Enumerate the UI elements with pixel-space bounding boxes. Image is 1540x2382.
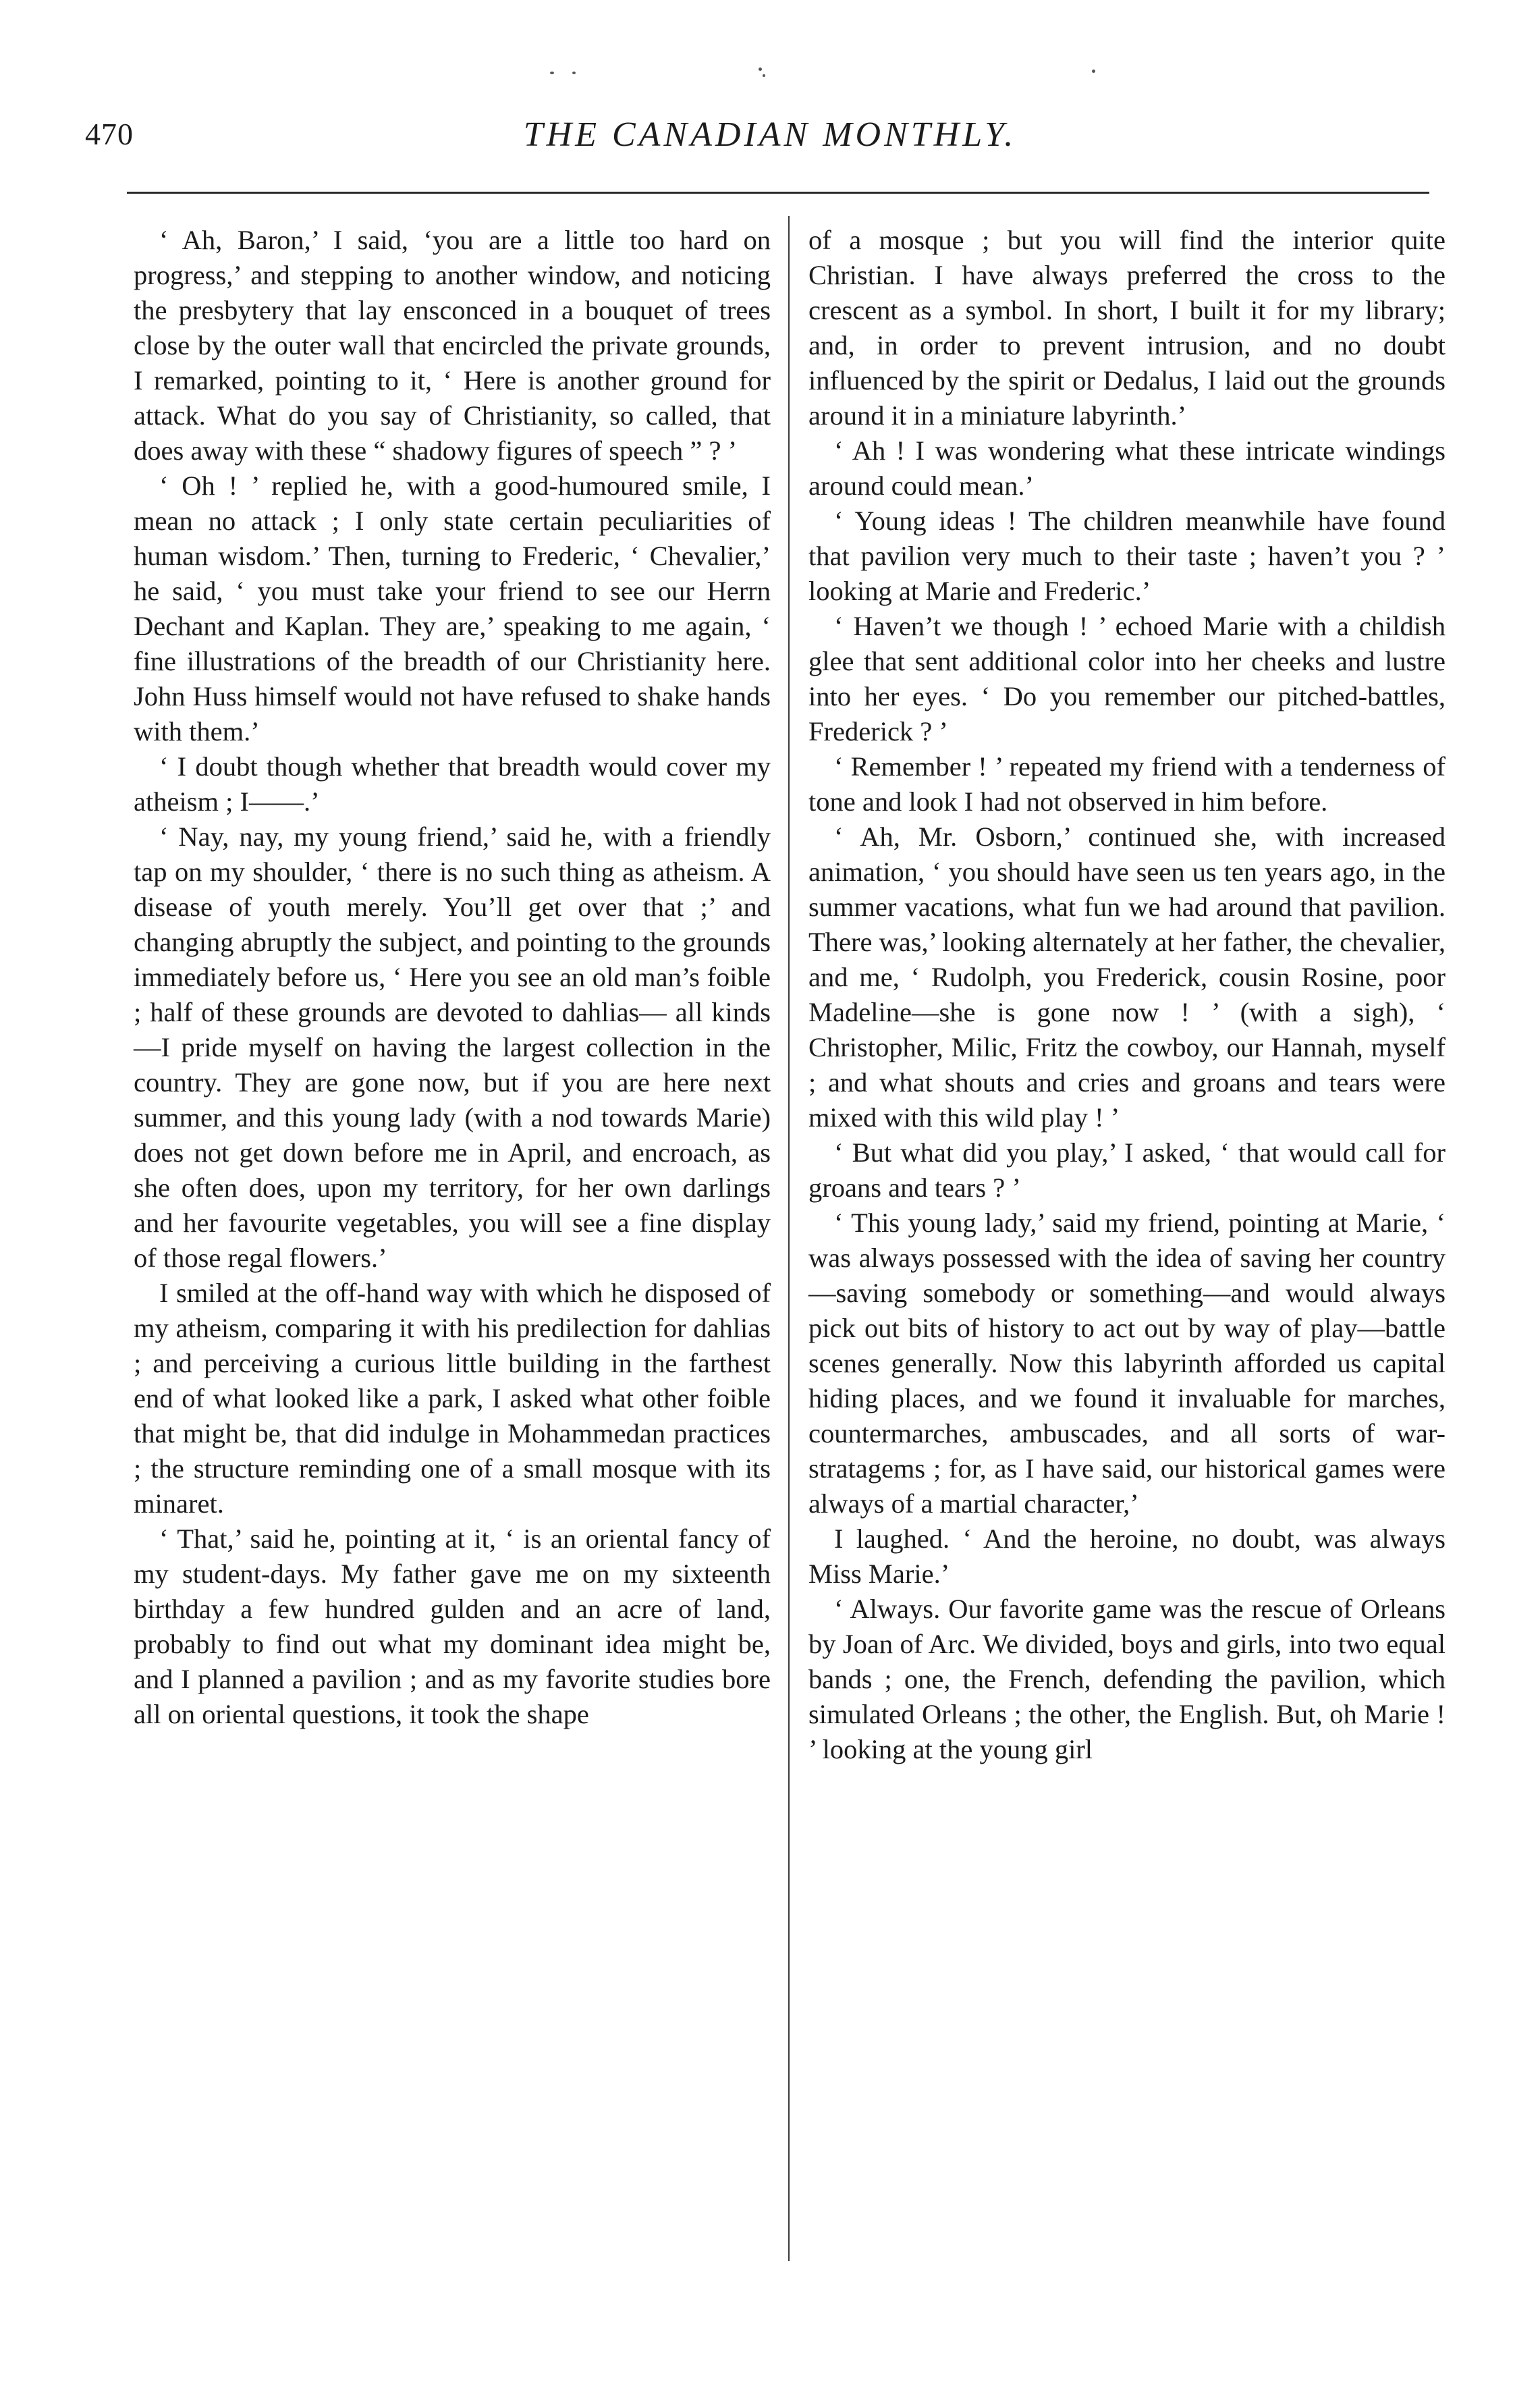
ink-speck (759, 67, 762, 71)
paragraph: ‘ I doubt though whether that breadth would cover my atheism ; I——.’ (134, 751, 771, 817)
header-rule (127, 192, 1429, 194)
paragraph: I laughed. ‘ And the heroine, no doubt, was always Miss Marie.’ (808, 1523, 1446, 1589)
right-column (808, 223, 1446, 1767)
paragraph: ‘ Always. Our favorite game was the rescue of Orleans by Joan of Arc. We divided, boys and girls, into two equal bands ; one, the French, defending the pavilion, which simulated Orleans ; the other, the English. But, oh Marie ! ’ looking at the young girl (808, 1594, 1446, 1764)
paragraph: ‘ But what did you play,’ I asked, ‘ that would call for groans and tears ? ’ (808, 1137, 1446, 1203)
paragraph: ‘ Ah, Mr. Osborn,’ continued she, with increased animation, ‘ you should have seen us ten years ago, in the summer vacations, what fun we had around that pavilion. There was,’ looking alternately at her father, the chevalier, and me, ‘ Rudolph, you Frederick, cousin Rosine, poor Madeline—she is gone now ! ’ (with a sigh), ‘ Christopher, Milic, Fritz the cowboy, our Hannah, myself ; and what shouts and cries and groans and tears were mixed with this wild play ! ’ (808, 821, 1446, 1133)
paragraph: ‘ Young ideas ! The children meanwhile have found that pavilion very much to their taste ; haven’t you ? ’ looking at Marie and Frederic.’ (808, 506, 1446, 606)
ink-speck (763, 74, 765, 77)
paragraph: ‘ Ah ! I was wondering what these intricate windings around could mean.’ (808, 435, 1446, 501)
paragraph: ‘ This young lady,’ said my friend, pointing at Marie, ‘ was always possessed with the idea of saving her country—saving somebody or something—and would always pick out bits of history to act out by way of play—battle scenes generally. Now this labyrinth afforded us capital hiding places, and we found it invaluable for marches, countermarches, ambuscades, and all sorts of war-stratagems ; for, as I have said, our historical games were always of a martial character,’ (808, 1208, 1446, 1519)
column-divider (788, 216, 790, 2261)
page-number: 470 (85, 117, 134, 151)
paragraph: ‘ Nay, nay, my young friend,’ said he, with a friendly tap on my shoulder, ‘ there is no such thing as atheism. A disease of youth merely. You’ll get over that ;’ and changing abruptly the subject, and pointing to the grounds immediately before us, ‘ Here you see an old man’s foible ; half of these grounds are devoted to dahlias— all kinds—I pride myself on having the largest collection in the country. They are gone now, but if you are here next summer, and this young lady (with a nod towards Marie) does not get down before me in April, and encroach, as she often does, upon my territory, for her own darlings and her favourite vegetables, you will see a fine display of those regal flowers.’ (134, 821, 771, 1273)
paragraph: ‘ That,’ said he, pointing at it, ‘ is an oriental fancy of my student-days. My father gave me on my sixteenth birthday a few hundred gulden and an acre of land, probably to find out what my dominant idea might be, and I planned a pavilion ; and as my favorite studies bore all on oriental questions, it took the shape (134, 1523, 771, 1729)
paragraph: I smiled at the off-hand way with which he disposed of my atheism, comparing it with his predilection for dahlias ; and perceiving a curious little building in the farthest end of what looked like a park, I asked what other foible that might be, that did indulge in Mohammedan practices ; the structure reminding one of a small mosque with its minaret. (134, 1278, 771, 1519)
paragraph: ‘ Oh ! ’ replied he, with a good-humoured smile, I mean no attack ; I only state certain peculiarities of human wisdom.’ Then, turning to Frederic, ‘ Chevalier,’ he said, ‘ you must take your friend to see our Herrn Dechant and Kaplan. They are,’ speaking to me again, ‘ fine illustrations of the breadth of our Christianity here. John Huss himself would not have refused to shake hands with them.’ (134, 470, 771, 747)
running-title: THE CANADIAN MONTHLY. (523, 115, 1017, 154)
paragraph: ‘ Remember ! ’ repeated my friend with a tenderness of tone and look I had not observed in him before. (808, 751, 1446, 817)
paragraph-continued: of a mosque ; but you will find the interior quite Christian. I have always preferred the cross to the crescent as a symbol. In short, I built it for my library; and, in order to prevent intrusion, and no doubt influenced by the spirit or Dedalus, I laid out the grounds around it in a miniature labyrinth.’ (808, 225, 1446, 431)
print-specks (0, 67, 1540, 81)
ink-speck (550, 72, 554, 74)
paragraph: ‘ Haven’t we though ! ’ echoed Marie with a childish glee that sent additional color into her cheeks and lustre into her eyes. ‘ Do you remember our pitched-battles, Frederick ? ’ (808, 611, 1446, 747)
paragraph: ‘ Ah, Baron,’ I said, ‘you are a little too hard on progress,’ and stepping to another window, and noticing the presbytery that lay ensconced in a bouquet of trees close by the outer wall that encircled the private grounds, I remarked, pointing to it, ‘ Here is another ground for attack. What do you say of Christianity, so called, that does away with these “ shadowy figures of speech ” ? ’ (134, 225, 771, 466)
left-column (134, 223, 771, 1732)
ink-speck (572, 72, 576, 74)
ink-speck (1092, 70, 1095, 73)
